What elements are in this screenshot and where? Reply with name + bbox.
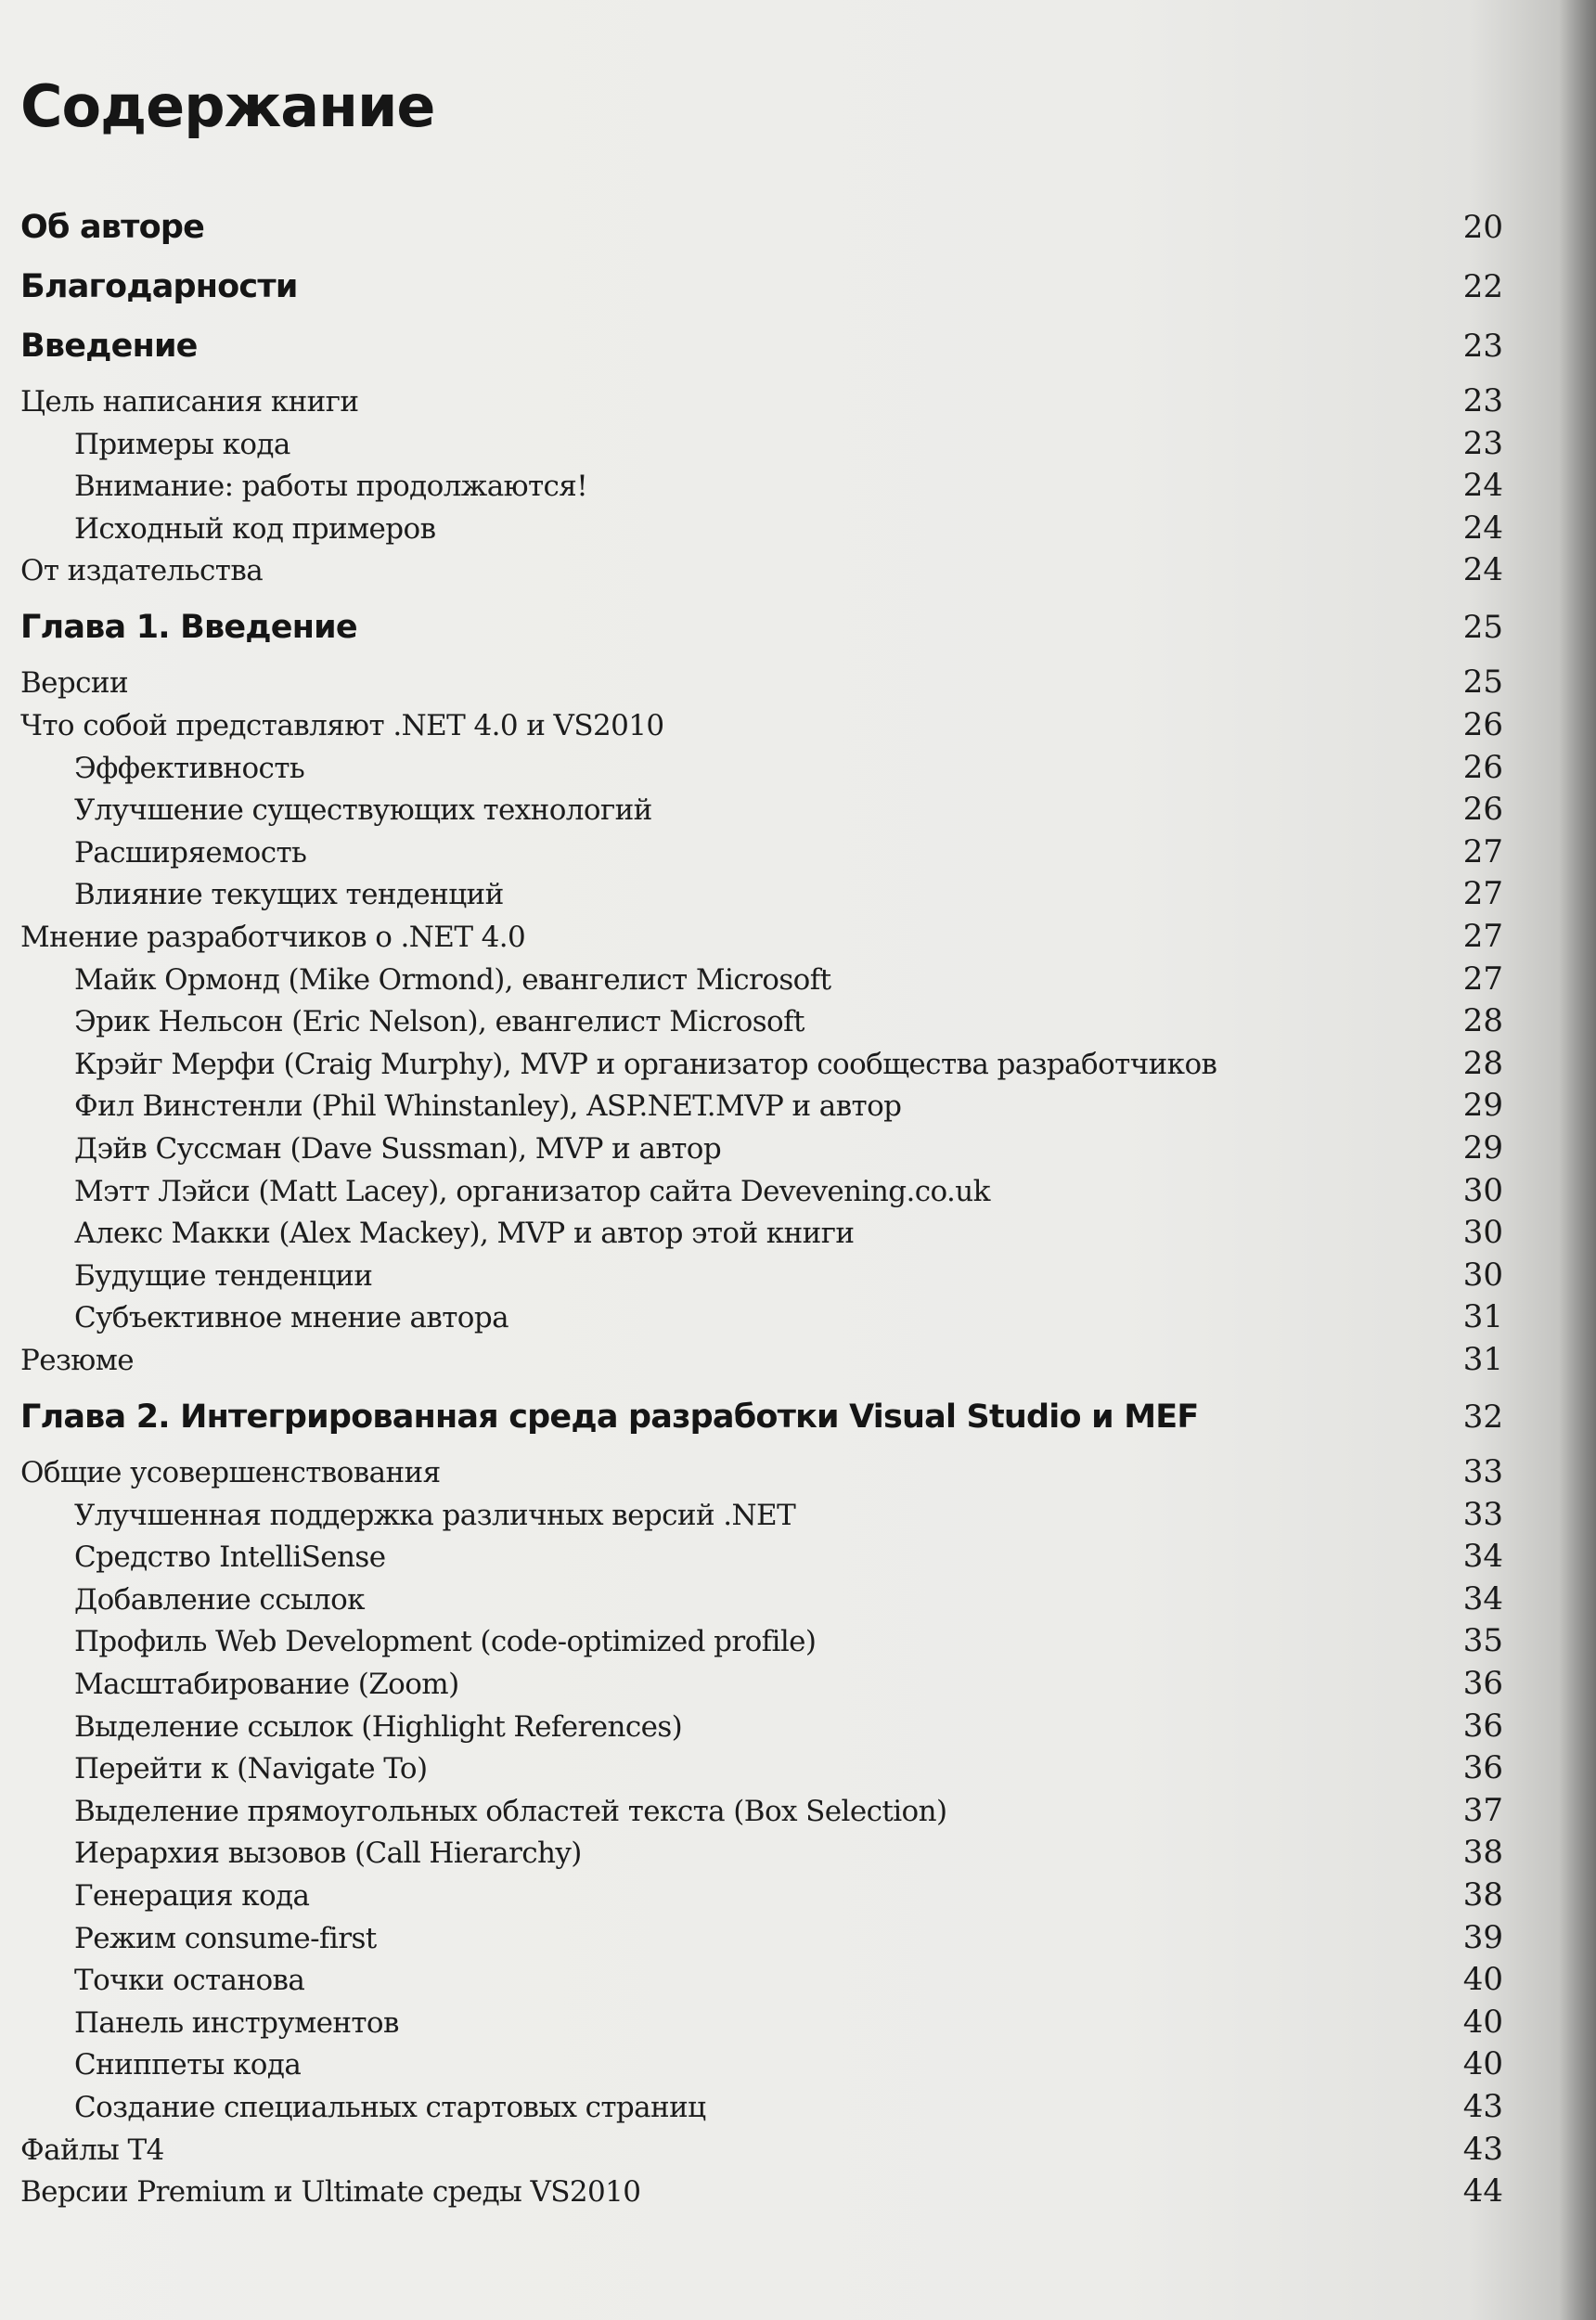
toc-entry-label: Что собой представляют .NET 4.0 и VS2010 bbox=[20, 709, 664, 742]
toc-entry bbox=[0, 551, 1503, 588]
toc-page-number: 29 bbox=[1462, 1129, 1503, 1166]
toc-entry bbox=[0, 1298, 1503, 1335]
toc-page-number: 43 bbox=[1462, 2088, 1503, 2125]
toc-entry bbox=[0, 1453, 1503, 1490]
toc-entry bbox=[0, 467, 1503, 504]
toc-entry bbox=[0, 1834, 1503, 1871]
toc-page-number: 44 bbox=[1462, 2172, 1503, 2210]
toc-entry bbox=[0, 918, 1503, 955]
toc-entry bbox=[0, 791, 1503, 828]
toc-entry bbox=[0, 1580, 1503, 1618]
toc-entry bbox=[0, 664, 1503, 701]
toc-chapter-entry bbox=[0, 328, 1503, 365]
toc-page-number: 36 bbox=[1462, 1665, 1503, 1702]
toc-entry-label: Точки останова bbox=[74, 1964, 305, 1997]
toc-entry-label: Общие усовершенствования bbox=[20, 1456, 441, 1489]
toc-entry bbox=[0, 875, 1503, 912]
toc-page-number: 24 bbox=[1462, 551, 1503, 588]
toc-entry bbox=[0, 1961, 1503, 1998]
toc-entry-label: Перейти к (Navigate To) bbox=[74, 1752, 428, 1785]
toc-page-number: 27 bbox=[1462, 875, 1503, 912]
toc-page-number: 30 bbox=[1462, 1172, 1503, 1209]
toc-entry-label: Выделение ссылок (Highlight References) bbox=[74, 1710, 683, 1744]
toc-entry-label: Версии bbox=[20, 666, 129, 700]
toc-page-number: 36 bbox=[1462, 1708, 1503, 1745]
toc-page-number: 26 bbox=[1462, 791, 1503, 828]
toc-entry-label: Улучшенная поддержка различных версий .NET bbox=[74, 1499, 796, 1532]
toc-entry-label: Исходный код примеров bbox=[74, 512, 436, 546]
toc-entry bbox=[0, 1045, 1503, 1082]
toc-page-number: 23 bbox=[1462, 382, 1503, 419]
toc-entry-label: Мнение разработчиков о .NET 4.0 bbox=[20, 921, 526, 954]
toc-entry-label: Профиль Web Development (code-optimized profile) bbox=[74, 1625, 817, 1658]
toc-entry bbox=[0, 1792, 1503, 1829]
toc-entry-label: Алекс Макки (Alex Mackey), MVP и автор этой книги bbox=[74, 1217, 855, 1250]
toc-page-number: 40 bbox=[1462, 1961, 1503, 1998]
toc-entry bbox=[0, 2004, 1503, 2041]
toc-page-number: 37 bbox=[1462, 1792, 1503, 1829]
toc-page-number: 23 bbox=[1462, 425, 1503, 462]
toc-page-number: 29 bbox=[1462, 1087, 1503, 1124]
toc-entry bbox=[0, 425, 1503, 462]
toc-entry-label: Благодарности bbox=[20, 268, 298, 305]
toc-page-number: 36 bbox=[1462, 1749, 1503, 1786]
toc-entry-label: Фил Винстенли (Phil Whinstanley), ASP.NET.MVP и автор bbox=[74, 1089, 902, 1123]
toc-entry-label: Эффективность bbox=[74, 752, 305, 785]
toc-entry-label: Майк Ормонд (Mike Ormond), евангелист Microsoft bbox=[74, 963, 831, 997]
toc-entry bbox=[0, 1919, 1503, 1956]
toc-page-number: 28 bbox=[1462, 1002, 1503, 1039]
toc-page-number: 39 bbox=[1462, 1919, 1503, 1956]
toc-page-number: 32 bbox=[1462, 1398, 1503, 1436]
toc-entry-label: От издательства bbox=[20, 554, 264, 587]
toc-entry-label: Добавление ссылок bbox=[74, 1583, 365, 1617]
toc-entry bbox=[0, 1129, 1503, 1166]
toc-entry bbox=[0, 509, 1503, 547]
toc-entry bbox=[0, 2088, 1503, 2125]
toc-chapter-entry bbox=[0, 1398, 1503, 1436]
toc-page-number: 26 bbox=[1462, 749, 1503, 786]
toc-page-number: 43 bbox=[1462, 2131, 1503, 2168]
toc-entry-label: Резюме bbox=[20, 1344, 134, 1377]
toc-entry-label: Масштабирование (Zoom) bbox=[74, 1668, 459, 1701]
toc-page-number: 34 bbox=[1462, 1580, 1503, 1618]
page-title: Содержание bbox=[20, 72, 435, 140]
toc-page-number: 35 bbox=[1462, 1622, 1503, 1659]
toc-entry-label: Внимание: работы продолжаются! bbox=[74, 470, 588, 503]
toc-entry-label: Субъективное мнение автора bbox=[74, 1301, 508, 1334]
toc-chapter-entry bbox=[0, 209, 1503, 246]
toc-entry bbox=[0, 1749, 1503, 1786]
toc-page-number: 28 bbox=[1462, 1045, 1503, 1082]
toc-entry-label: Панель инструментов bbox=[74, 2006, 399, 2040]
toc-entry-label: Режим consume-first bbox=[74, 1922, 377, 1955]
toc-entry-label: Цель написания книги bbox=[20, 385, 359, 419]
toc-page-number: 38 bbox=[1462, 1834, 1503, 1871]
toc-page-number: 24 bbox=[1462, 467, 1503, 504]
toc-entry-label: Создание специальных стартовых страниц bbox=[74, 2091, 706, 2124]
toc-page-number: 26 bbox=[1462, 706, 1503, 743]
toc-page-number: 33 bbox=[1462, 1453, 1503, 1490]
toc-page-number: 24 bbox=[1462, 509, 1503, 547]
toc-entry bbox=[0, 2131, 1503, 2168]
toc-entry bbox=[0, 1341, 1503, 1378]
toc-entry bbox=[0, 1622, 1503, 1659]
toc-entry-label: Эрик Нельсон (Eric Nelson), евангелист Microsoft bbox=[74, 1005, 804, 1038]
toc-chapter-entry bbox=[0, 268, 1503, 305]
toc-entry-label: Сниппеты кода bbox=[74, 2048, 302, 2082]
toc-entry bbox=[0, 749, 1503, 786]
toc-entry-label: Расширяемость bbox=[74, 836, 307, 870]
toc-page-number: 20 bbox=[1462, 209, 1503, 246]
toc-entry-label: Будущие тенденции bbox=[74, 1259, 373, 1293]
toc-entry-label: Введение bbox=[20, 328, 198, 365]
toc-entry bbox=[0, 1257, 1503, 1294]
toc-page-number: 30 bbox=[1462, 1214, 1503, 1251]
toc-page-number: 25 bbox=[1462, 609, 1503, 646]
toc-page-number: 30 bbox=[1462, 1257, 1503, 1294]
toc-entry bbox=[0, 1876, 1503, 1914]
toc-page-number: 22 bbox=[1462, 268, 1503, 305]
toc-entry bbox=[0, 833, 1503, 870]
toc-page-number: 40 bbox=[1462, 2045, 1503, 2082]
toc-page-number: 27 bbox=[1462, 918, 1503, 955]
toc-entry-label: Файлы T4 bbox=[20, 2133, 164, 2167]
toc-entry-label: Крэйг Мерфи (Craig Murphy), MVP и организатор сообщества разработчиков bbox=[74, 1048, 1217, 1081]
toc-entry-label: Средство IntelliSense bbox=[74, 1540, 386, 1574]
toc-entry-label: Генерация кода bbox=[74, 1879, 310, 1913]
toc-entry-label: Иерархия вызовов (Call Hierarchy) bbox=[74, 1837, 582, 1870]
toc-entry bbox=[0, 1708, 1503, 1745]
toc-entry bbox=[0, 382, 1503, 419]
toc-entry bbox=[0, 1496, 1503, 1533]
toc-page-number: 25 bbox=[1462, 664, 1503, 701]
toc-page-number: 31 bbox=[1462, 1298, 1503, 1335]
toc-entry-label: Глава 2. Интегрированная среда разработки Visual Studio и MEF bbox=[20, 1398, 1199, 1436]
toc-entry bbox=[0, 1087, 1503, 1124]
toc-entry bbox=[0, 1214, 1503, 1251]
toc-page-number: 38 bbox=[1462, 1876, 1503, 1914]
page-edge-shadow bbox=[1559, 0, 1596, 2320]
toc-entry-label: Влияние текущих тенденций bbox=[74, 878, 504, 911]
toc-chapter-entry bbox=[0, 609, 1503, 646]
toc-entry bbox=[0, 960, 1503, 998]
toc-page-number: 23 bbox=[1462, 328, 1503, 365]
toc-entry-label: Глава 1. Введение bbox=[20, 609, 357, 646]
toc-entry bbox=[0, 1665, 1503, 1702]
toc-entry bbox=[0, 1002, 1503, 1039]
toc-entry-label: Примеры кода bbox=[74, 428, 290, 461]
toc-page-number: 34 bbox=[1462, 1538, 1503, 1575]
toc-entry-label: Улучшение существующих технологий bbox=[74, 793, 652, 827]
toc-entry bbox=[0, 2172, 1503, 2210]
toc-entry bbox=[0, 1172, 1503, 1209]
toc-entry-label: Об авторе bbox=[20, 209, 205, 246]
toc-entry bbox=[0, 2045, 1503, 2082]
toc-page-number: 33 bbox=[1462, 1496, 1503, 1533]
toc-entry-label: Выделение прямоугольных областей текста (Box Selection) bbox=[74, 1795, 947, 1828]
toc-entry-label: Дэйв Суссман (Dave Sussman), MVP и автор bbox=[74, 1132, 722, 1166]
toc-page-number: 27 bbox=[1462, 833, 1503, 870]
toc-entry bbox=[0, 706, 1503, 743]
toc-entry bbox=[0, 1538, 1503, 1575]
toc-entry-label: Мэтт Лэйси (Matt Lacey), организатор сайта Devevening.co.uk bbox=[74, 1175, 990, 1208]
toc-page-number: 31 bbox=[1462, 1341, 1503, 1378]
toc-entry-label: Версии Premium и Ultimate среды VS2010 bbox=[20, 2175, 641, 2209]
toc-page-number: 27 bbox=[1462, 960, 1503, 998]
toc-page-number: 40 bbox=[1462, 2004, 1503, 2041]
